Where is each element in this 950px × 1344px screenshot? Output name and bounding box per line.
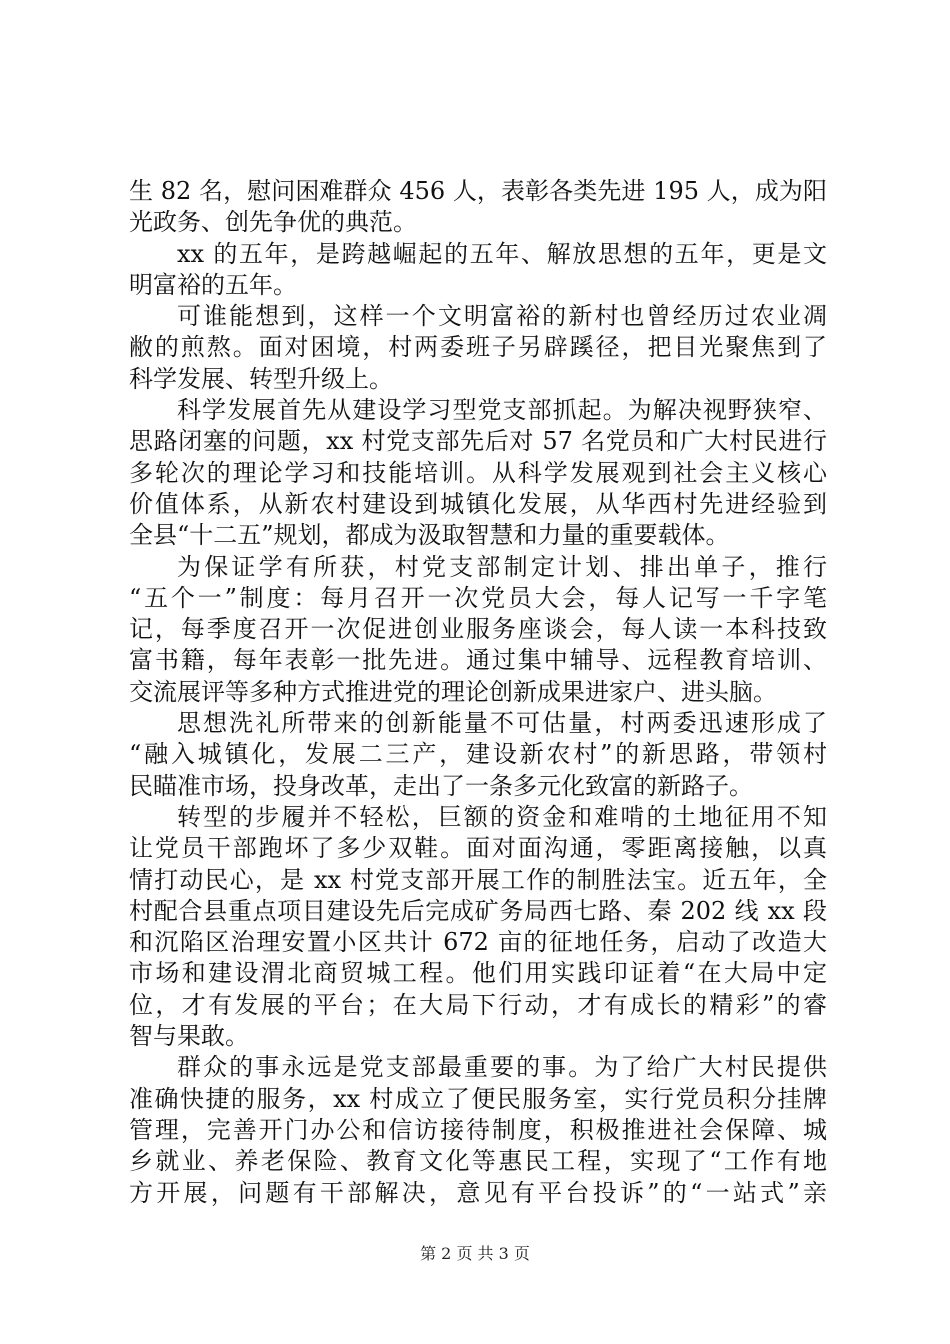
text-line: 转型的步履并不轻松，巨额的资金和难啃的土地征用不知 <box>177 802 827 831</box>
text-line: 村配合县重点项目建设先后完成矿务局西七路、秦 202 线 xx 段 <box>129 896 827 925</box>
text-line: 民瞄准市场，投身改革，走出了一条多元化致富的新路子。 <box>129 771 753 800</box>
text-line: 科学发展首先从建设学习型党支部抓起。为解决视野狭窄、 <box>177 396 827 425</box>
text-line: 可谁能想到，这样一个文明富裕的新村也曾经历过农业凋 <box>177 302 827 331</box>
text-line: 思路闭塞的问题，xx 村党支部先后对 57 名党员和广大村民进行 <box>129 427 827 456</box>
text-line: 生 82 名，慰问困难群众 456 人，表彰各类先进 195 人，成为阳 <box>129 177 827 205</box>
text-line: 多轮次的理论学习和技能培训。从科学发展观到社会主义核心 <box>129 458 827 487</box>
text-line: “五个一”制度：每月召开一次党员大会，每人记写一千字笔 <box>129 583 827 612</box>
text-line: 价值体系，从新农村建设到城镇化发展，从华西村先进经验到 <box>129 489 827 518</box>
text-line: 管理，完善开门办公和信访接待制度，积极推进社会保障、城 <box>129 1115 827 1144</box>
text-line: “融入城镇化，发展二三产，建设新农村”的新思路，带领村 <box>129 740 827 769</box>
text-line: xx 的五年，是跨越崛起的五年、解放思想的五年，更是文 <box>177 239 827 268</box>
text-line: 乡就业、养老保险、教育文化等惠民工程，实现了“工作有地 <box>129 1147 827 1176</box>
text-line: 和沉陷区治理安置小区共计 672 亩的征地任务，启动了改造大 <box>129 928 827 957</box>
text-line: 为保证学有所获，村党支部制定计划、排出单子，推行 <box>177 552 827 581</box>
text-line: 明富裕的五年。 <box>129 270 297 299</box>
text-line: 方开展，问题有干部解决，意见有平台投诉”的“一站式”亲 <box>129 1178 827 1207</box>
text-line: 思想洗礼所带来的创新能量不可估量，村两委迅速形成了 <box>177 709 827 738</box>
text-line: 富书籍，每年表彰一批先进。通过集中辅导、远程教育培训、 <box>129 646 827 675</box>
text-line: 光政务、创先争优的典范。 <box>129 208 417 237</box>
text-line: 位，才有发展的平台；在大局下行动，才有成长的精彩”的睿 <box>129 990 827 1019</box>
text-line: 情打动民心，是 xx 村党支部开展工作的制胜法宝。近五年，全 <box>129 865 827 894</box>
text-line: 全县“十二五”规划，都成为汲取智慧和力量的重要载体。 <box>129 521 730 550</box>
page-number-footer: 第 2 页 共 3 页 <box>420 1244 530 1263</box>
text-line: 敝的煎熬。面对困境，村两委班子另辟蹊径，把目光聚焦到了 <box>129 333 827 362</box>
text-line: 记，每季度召开一次促进创业服务座谈会，每人读一本科技致 <box>129 615 827 644</box>
text-line: 交流展评等多种方式推进党的理论创新成果进家户、进头脑。 <box>129 677 777 706</box>
text-line: 科学发展、转型升级上。 <box>129 364 393 393</box>
text-line: 市场和建设渭北商贸城工程。他们用实践印证着“在大局中定 <box>129 959 827 988</box>
text-line: 智与果敢。 <box>129 1022 249 1051</box>
document-body <box>129 176 827 1209</box>
text-line: 让党员干部跑坏了多少双鞋。面对面沟通，零距离接触，以真 <box>129 834 827 863</box>
text-line: 群众的事永远是党支部最重要的事。为了给广大村民提供 <box>177 1053 827 1082</box>
text-line: 准确快捷的服务，xx 村成立了便民服务室，实行党员积分挂牌 <box>129 1084 827 1113</box>
